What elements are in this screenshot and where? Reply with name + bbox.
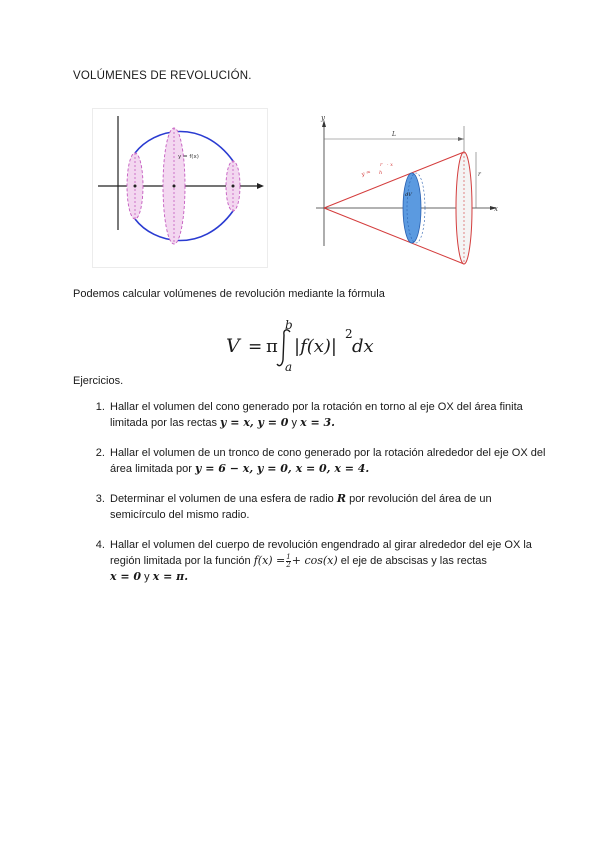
line-eq-r: r <box>380 162 383 168</box>
x-axis-label: x <box>494 205 498 213</box>
formula-lhs: V <box>226 335 240 357</box>
radius-label: r <box>478 171 481 178</box>
formula-dx: dx <box>352 336 374 357</box>
line-eq-x: · x <box>387 162 393 168</box>
exercise-4-text-2: el eje de abscisas y las rectas <box>337 555 487 567</box>
formula-equals: = <box>248 337 263 357</box>
exercise-item-3 <box>108 491 548 523</box>
exercise-4-text-3: y <box>141 571 153 583</box>
exercise-4-text: Hallar el volumen del cuerpo de revolución engendrado al girar alrededor del eje OX la región limitada por la función <box>110 539 532 567</box>
exercise-3-math-1: R <box>336 492 347 505</box>
exercise-1-text-2: y <box>288 417 301 429</box>
cone-figure <box>312 112 504 272</box>
document-title: VOLÚMENES DE REVOLUCIÓN. <box>73 70 252 82</box>
formula-integrand: |f(x)| <box>294 336 337 357</box>
exercise-3-text: Determinar el volumen de una esfera de radio <box>110 493 337 505</box>
exercise-1-math-1: y = x, y = 0 <box>220 416 289 429</box>
dv-label: dV <box>405 192 412 198</box>
y-axis-label: y <box>321 114 325 122</box>
curve-label: y = f(x) <box>178 154 199 160</box>
formula-pi: π <box>266 336 278 357</box>
exercise-4-math-4: x = π. <box>152 570 189 583</box>
intro-text: Podemos calcular volúmenes de revolución mediante la fórmula <box>73 288 385 300</box>
exercise-2-text: Hallar el volumen de un tronco de cono generado por la rotación alrededor del eje OX del área limitada por <box>110 447 546 475</box>
formula-upper-limit: b <box>285 318 293 332</box>
exercise-list <box>92 399 548 599</box>
exercise-4-math-3: x = 0 <box>110 570 142 583</box>
line-eq-y: y = <box>360 169 372 178</box>
line-eq-h: h <box>379 170 383 176</box>
exercise-4-math-2: + cos(x) <box>291 554 338 567</box>
exercises-heading: Ejercicios. <box>73 375 124 387</box>
formula-exponent: 2 <box>345 327 353 341</box>
revolution-solid-figure <box>92 108 268 268</box>
volume-formula <box>0 318 600 374</box>
exercise-3-text-2: por revolución del área de un semicírculo del mismo radio. <box>110 493 492 521</box>
exercise-4-math-1: f(x) = <box>253 554 286 567</box>
exercise-1-math-2: x = 3. <box>300 416 335 429</box>
exercise-1-text: Hallar el volumen del cono generado por la rotación en torno al eje OX del área finita limitada por las rectas <box>110 401 523 429</box>
exercise-item-4 <box>108 537 548 585</box>
fraction-denominator: 2 <box>286 560 291 569</box>
formula-lower-limit: a <box>285 360 293 374</box>
exercise-2-math-1: y = 6 − x, y = 0, x = 0, x = 4. <box>195 462 370 475</box>
exercise-item-2 <box>108 445 548 477</box>
exercise-item-1 <box>108 399 548 431</box>
length-label: L <box>392 131 396 138</box>
exercise-4-fraction <box>286 554 290 569</box>
fraction-numerator: 1 <box>286 552 291 561</box>
